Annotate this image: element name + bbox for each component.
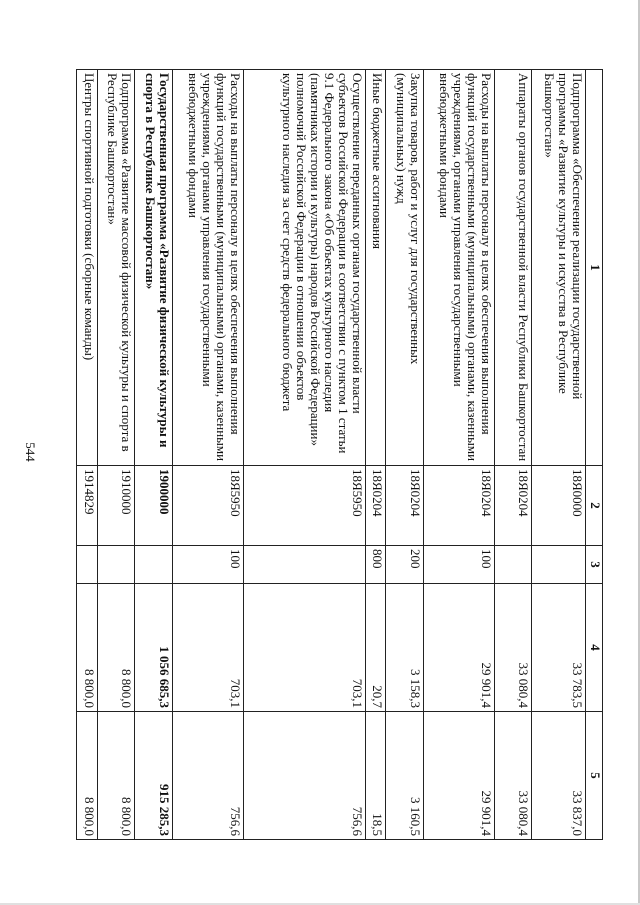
table-row <box>423 70 494 840</box>
cell-code: 1900000 <box>135 466 173 546</box>
table-row <box>97 70 135 840</box>
cell-name: Подпрограмма «Развитие массовой физической культуры и спорта в Республике Башкортостан» <box>97 70 135 466</box>
cell-expense-type: 100 <box>423 546 494 584</box>
cell-value-col5: 29 901,4 <box>423 712 494 840</box>
cell-code: 1910000 <box>97 466 135 546</box>
table-row <box>77 70 98 840</box>
header-col-3: 3 <box>586 546 603 584</box>
cell-code: 18Я5950 <box>243 466 365 546</box>
cell-name: Центры спортивной подготовки (сборные команды) <box>77 70 98 466</box>
table-row <box>172 70 243 840</box>
cell-expense-type <box>495 546 531 584</box>
cell-expense-type: 200 <box>386 546 424 584</box>
budget-table <box>76 69 603 840</box>
table-row <box>135 70 173 840</box>
cell-expense-type <box>77 546 98 584</box>
cell-code: 18Я0204 <box>386 466 424 546</box>
cell-expense-type: 100 <box>172 546 243 584</box>
cell-value-col5: 915 285,3 <box>135 712 173 840</box>
cell-value-col5: 33 837,0 <box>531 712 585 840</box>
cell-name: Подпрограмма «Обеспечение реализации государственной программы «Развитие культуры и искусства в Республике Башкортостан» <box>531 70 585 466</box>
cell-value-col4: 8 800,0 <box>97 584 135 712</box>
table-row <box>386 70 424 840</box>
cell-value-col5: 18,5 <box>365 712 386 840</box>
table-row <box>531 70 585 840</box>
cell-name: Аппараты органов государственной власти Республики Башкортостан <box>495 70 531 466</box>
cell-name: Осуществление переданных органам государственной власти субъектов Российской Федерации в соответствии с пунктом 1 статьи 9.1 Федерального закона «Об объектах культурного наследия (памятниках истории и культуры) народов Российской Федерации» полномочий Российской Федерации в отношении объектов культурного наследия за счет средств федерального бюджета <box>243 70 365 466</box>
cell-value-col4: 33 783,5 <box>531 584 585 712</box>
cell-value-col4: 33 080,4 <box>495 584 531 712</box>
cell-name: Расходы на выплаты персоналу в целях обеспечения выполнения функций государственными (муниципальными) органами, казенными учреждениями, органами управления государственными внебюджетными фондами <box>172 70 243 466</box>
page-number: 544 <box>23 442 38 462</box>
cell-value-col5: 33 080,4 <box>495 712 531 840</box>
cell-value-col5: 8 800,0 <box>97 712 135 840</box>
cell-value-col4: 1 056 685,3 <box>135 584 173 712</box>
cell-value-col5: 3 160,5 <box>386 712 424 840</box>
cell-expense-type: 800 <box>365 546 386 584</box>
rotated-table-frame <box>76 69 603 839</box>
cell-name: Закупка товаров, работ и услуг для государственных (муниципальных) нужд <box>386 70 424 466</box>
cell-code: 18Я0204 <box>495 466 531 546</box>
rotated-table-content <box>76 69 603 839</box>
cell-expense-type <box>531 546 585 584</box>
cell-value-col5: 8 800,0 <box>77 712 98 840</box>
cell-expense-type <box>135 546 173 584</box>
cell-value-col4: 20,7 <box>365 584 386 712</box>
cell-value-col4: 29 901,4 <box>423 584 494 712</box>
table-row <box>495 70 531 840</box>
cell-name: Иные бюджетные ассигнования <box>365 70 386 466</box>
cell-value-col4: 8 800,0 <box>77 584 98 712</box>
table-row <box>365 70 386 840</box>
cell-value-col4: 3 158,3 <box>386 584 424 712</box>
cell-value-col4: 703,1 <box>172 584 243 712</box>
cell-value-col5: 756,6 <box>172 712 243 840</box>
cell-code: 18Я5950 <box>172 466 243 546</box>
cell-code: 18Я0204 <box>423 466 494 546</box>
cell-name: Расходы на выплаты персоналу в целях обеспечения выполнения функций государственными (муниципальными) органами, казенными учреждениями, органами управления государственными внебюджетными фондами <box>423 70 494 466</box>
header-col-4: 4 <box>586 584 603 712</box>
header-row <box>586 70 603 840</box>
cell-code: 18Я0204 <box>365 466 386 546</box>
header-col-5: 5 <box>586 712 603 840</box>
cell-name: Государственная программа «Развитие физической культуры и спорта в Республике Башкортостан» <box>135 70 173 466</box>
cell-value-col4: 703,1 <box>243 584 365 712</box>
table-body <box>77 70 586 840</box>
cell-expense-type <box>243 546 365 584</box>
cell-code: 1914829 <box>77 466 98 546</box>
cell-expense-type <box>97 546 135 584</box>
header-col-1: 1 <box>586 70 603 466</box>
cell-code: 18Я0000 <box>531 466 585 546</box>
header-col-2: 2 <box>586 466 603 546</box>
cell-value-col5: 756,6 <box>243 712 365 840</box>
table-row <box>243 70 365 840</box>
